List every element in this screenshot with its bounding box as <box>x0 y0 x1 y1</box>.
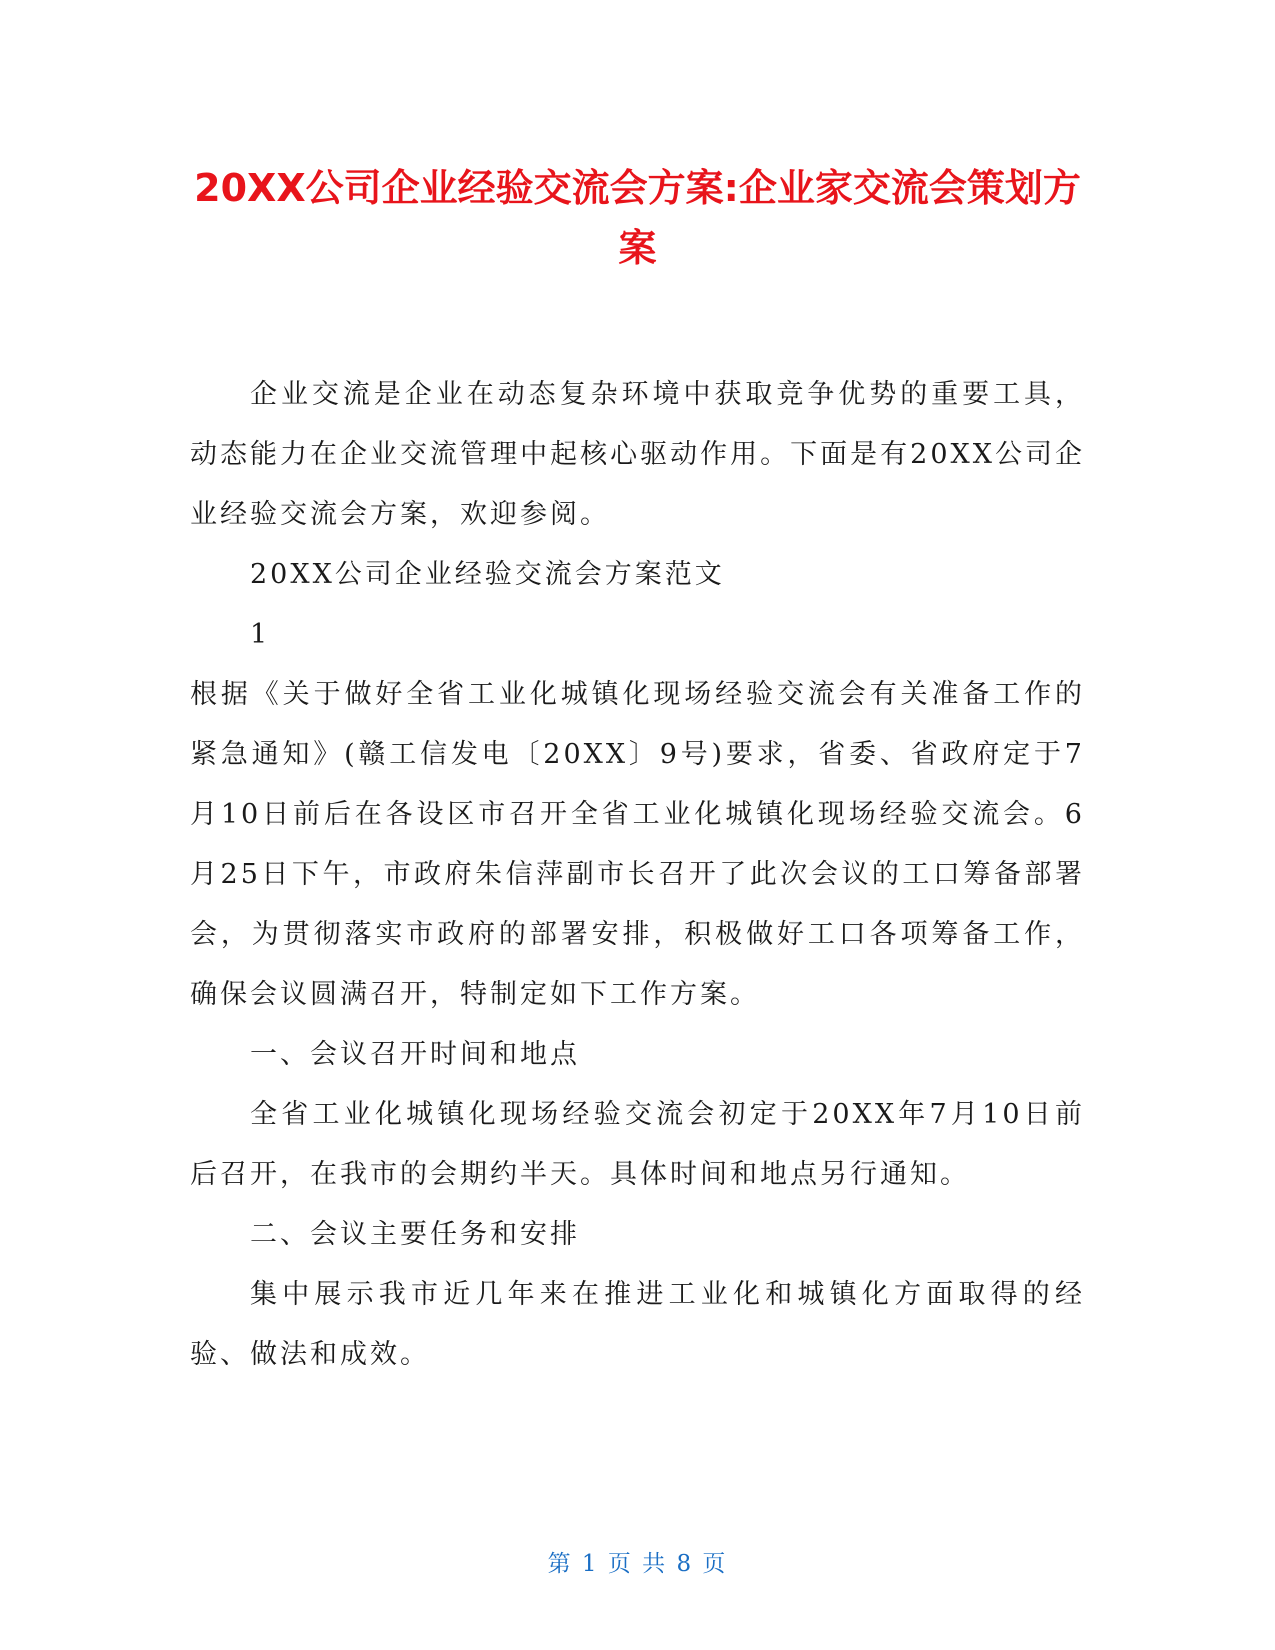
section-heading-1: 一、会议召开时间和地点 <box>250 1039 580 1070</box>
tasks-paragraph: 集中展示我市近几年来在推进工业化和城镇化方面取得的经验、做法和成效。 <box>190 1279 1085 1370</box>
document-body <box>190 365 1085 1385</box>
intro-paragraph: 企业交流是企业在动态复杂环境中获取竞争优势的重要工具，动态能力在企业交流管理中起核心驱动作用。下面是有20XX公司企业经验交流会方案，欢迎参阅。 <box>190 379 1085 530</box>
number-paragraph: 1 <box>250 619 271 650</box>
notice-paragraph: 根据《关于做好全省工业化城镇化现场经验交流会有关准备工作的紧急通知》(赣工信发电〔20XX〕9号)要求，省委、省政府定于7月10日前后在各设区市召开全省工业化城镇化现场经验交流会。6月25日下午，市政府朱信萍副市长召开了此次会议的工口筹备部署会，为贯彻落实市政府的部署安排，积极做好工口各项筹备工作，确保会议圆满召开，特制定如下工作方案。 <box>190 679 1085 1010</box>
page-number-footer: 第 1 页 共 8 页 <box>547 1551 728 1577</box>
subtitle-paragraph: 20XX公司企业经验交流会方案范文 <box>250 559 725 590</box>
time-place-paragraph: 全省工业化城镇化现场经验交流会初定于20XX年7月10日前后召开，在我市的会期约半天。具体时间和地点另行通知。 <box>190 1099 1085 1190</box>
section-heading-2: 二、会议主要任务和安排 <box>250 1219 580 1250</box>
document-title: 20XX公司企业经验交流会方案:企业家交流会策划方案 <box>194 166 1081 270</box>
